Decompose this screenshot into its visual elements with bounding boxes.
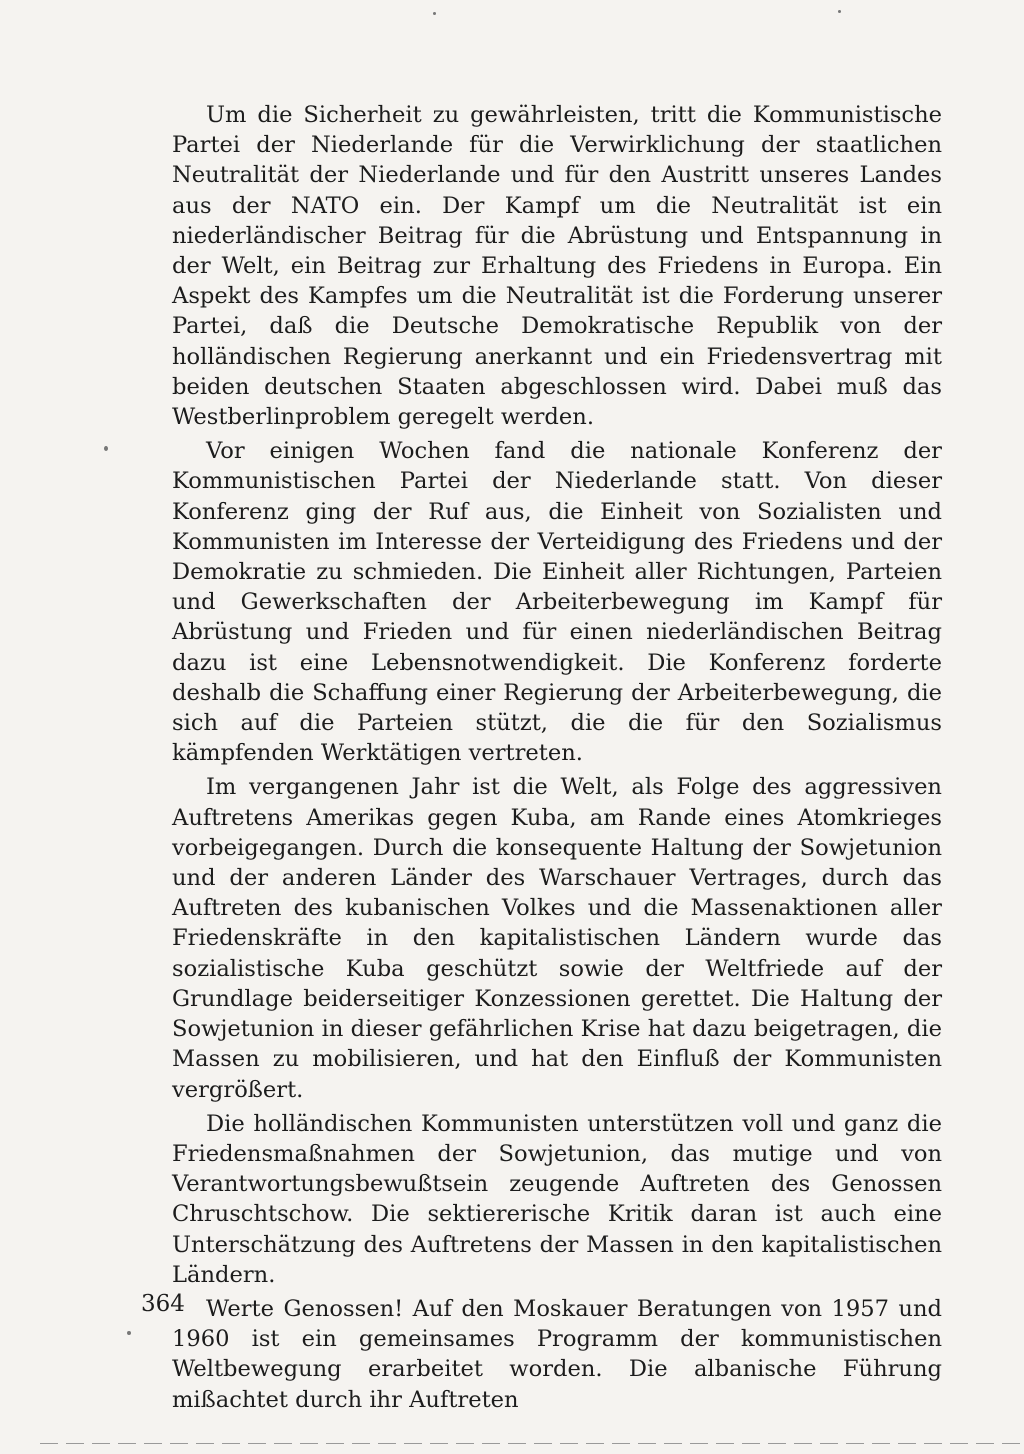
scan-edge-line <box>40 1443 1024 1444</box>
scan-speck <box>104 446 108 451</box>
paragraph-3: Im vergangenen Jahr ist die Welt, als Folge des aggressiven Auftretens Amerikas gegen Kuba, am Rande eines Atomkrieges vorbeigegangen. Durch die konsequente Haltung der Sowjetunion und der anderen Länder des Warschauer Vertrages, durch das Auftreten des kubanischen Volkes und die Massenaktionen aller Friedenskräfte in den kapitalistischen Ländern wurde das sozialistische Kuba geschützt sowie der Weltfriede auf der Grundlage beiderseitiger Konzessionen gerettet. Die Haltung der Sowjetunion in dieser gefährlichen Krise hat dazu beigetragen, die Massen zu mobilisieren, und hat den Einfluß der Kommunisten vergrößert. <box>172 774 942 1103</box>
paragraph-2: Vor einigen Wochen fand die nationale Konferenz der Kommunistischen Partei der Niederlande statt. Von dieser Konferenz ging der Ruf aus, die Einheit von Sozialisten und Kommunisten im Interesse der Verteidigung des Friedens und der Demokratie zu schmieden. Die Einheit aller Richtungen, Parteien und Gewerkschaften der Arbeiterbewegung im Kampf für Abrüstung und Frieden und für einen niederländischen Beitrag dazu ist eine Lebensnotwendigkeit. Die Konferenz forderte deshalb die Schaffung einer Regierung der Arbeiterbewegung, die sich auf die Parteien stützt, die die für den Sozialismus kämpfenden Werktätigen vertreten. <box>172 438 942 767</box>
scan-speck <box>838 10 841 13</box>
body-text <box>172 100 942 1419</box>
paragraph-4: Die holländischen Kommunisten unterstützen voll und ganz die Friedensmaßnahmen der Sowjetunion, das mutige und von Verantwortungsbewußtsein zeugende Auftreten des Genossen Chruschtschow. Die sektiererische Kritik daran ist auch eine Unterschätzung des Auftretens der Massen in den kapitalistischen Ländern. <box>172 1110 942 1288</box>
paragraph-1: Um die Sicherheit zu gewährleisten, tritt die Kommunistische Partei der Niederlande für die Verwirklichung der staatlichen Neutralität der Niederlande und für den Austritt unseres Landes aus der NATO ein. Der Kampf um die Neutralität ist ein niederländischer Beitrag für die Abrüstung und Entspannung in der Welt, ein Beitrag zur Erhaltung des Friedens in Europa. Ein Aspekt des Kampfes um die Neutralität ist die Forderung unserer Partei, daß die Deutsche Demokratische Republik von der holländischen Regierung anerkannt und ein Friedensvertrag mit beiden deutschen Staaten abgeschlossen wird. Dabei muß das Westberlinproblem geregelt werden. <box>172 102 942 431</box>
page-number: 364 <box>141 1291 185 1317</box>
scan-speck <box>127 1331 131 1335</box>
scan-speck <box>433 12 436 15</box>
paragraph-5: Werte Genossen! Auf den Moskauer Beratungen von 1957 und 1960 ist ein gemeinsames Programm der kommunistischen Weltbewegung erarbeitet worden. Die albanische Führung mißachtet durch ihr Auftreten <box>172 1295 942 1413</box>
